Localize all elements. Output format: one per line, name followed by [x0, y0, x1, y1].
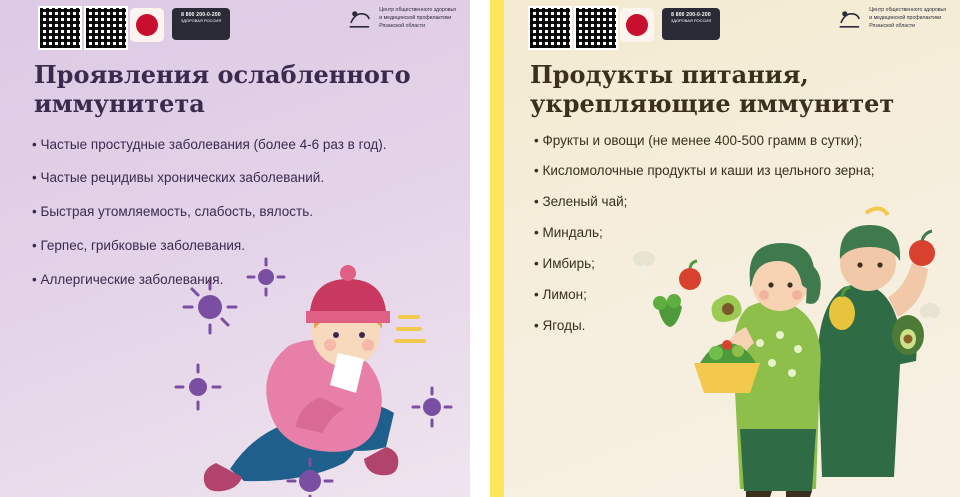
list-item: • Миндаль;	[534, 225, 932, 242]
list-item: • Частые рецидивы хронических заболеваний.	[32, 170, 442, 187]
list-item: • Быстрая утомляемость, слабость, вялость.	[32, 204, 442, 221]
qr-code-icon	[574, 6, 618, 50]
qr-code-icon	[528, 6, 572, 50]
hotline-number: 8 800 200-0-200	[181, 12, 221, 18]
list-item: • Имбирь;	[534, 256, 932, 273]
org-line-2: и медицинской профилактики	[869, 15, 942, 22]
poster-header-right	[490, 0, 960, 52]
health-center-logo-icon	[347, 6, 373, 32]
org-logo	[347, 6, 456, 32]
qr-code-icon	[84, 6, 128, 50]
org-line-3: Рязанской области	[869, 22, 916, 29]
poster-header-left	[0, 0, 470, 52]
list-item: • Кисломолочные продукты и каши из цельного зерна;	[534, 163, 932, 180]
food-list	[490, 119, 960, 335]
list-item: • Ягоды.	[534, 318, 932, 335]
org-line-1: Центр общественного здоровья	[379, 7, 456, 14]
list-item: • Частые простудные заболевания (более 4-6 раз в год).	[32, 137, 442, 154]
org-logo	[837, 6, 946, 32]
org-logo-text	[379, 7, 456, 30]
list-item: • Зеленый чай;	[534, 194, 932, 211]
poster-title-left: Проявления ослабленного иммунитета	[34, 60, 411, 119]
list-item: • Лимон;	[534, 287, 932, 304]
red-emblem-icon	[130, 8, 164, 42]
health-center-logo-icon	[837, 6, 863, 32]
poster-title-right: Продукты питания, укрепляющие иммунитет	[530, 60, 895, 119]
org-line-2: и медицинской профилактики	[379, 15, 452, 22]
hotline-caption: ЗДОРОВАЯ РОССИЯ	[670, 18, 712, 24]
poster-weak-immunity	[0, 0, 470, 497]
list-item: • Аллергические заболевания.	[32, 272, 442, 289]
list-item: • Герпес, грибковые заболевания.	[32, 238, 442, 255]
hotline-number: 8 800 200-0-200	[671, 12, 711, 18]
symptom-list	[0, 119, 470, 289]
org-logo-text	[869, 7, 946, 30]
hotline-caption: ЗДОРОВАЯ РОССИЯ	[180, 18, 222, 24]
poster-immunity-foods	[490, 0, 960, 497]
red-emblem-icon	[620, 8, 654, 42]
org-line-1: Центр общественного здоровья	[869, 7, 946, 14]
org-line-3: Рязанской области	[379, 22, 426, 29]
qr-code-icon	[38, 6, 82, 50]
hotline-badge	[172, 8, 230, 40]
list-item: • Фрукты и овощи (не менее 400-500 грамм в сутки);	[534, 133, 932, 150]
hotline-badge	[662, 8, 720, 40]
